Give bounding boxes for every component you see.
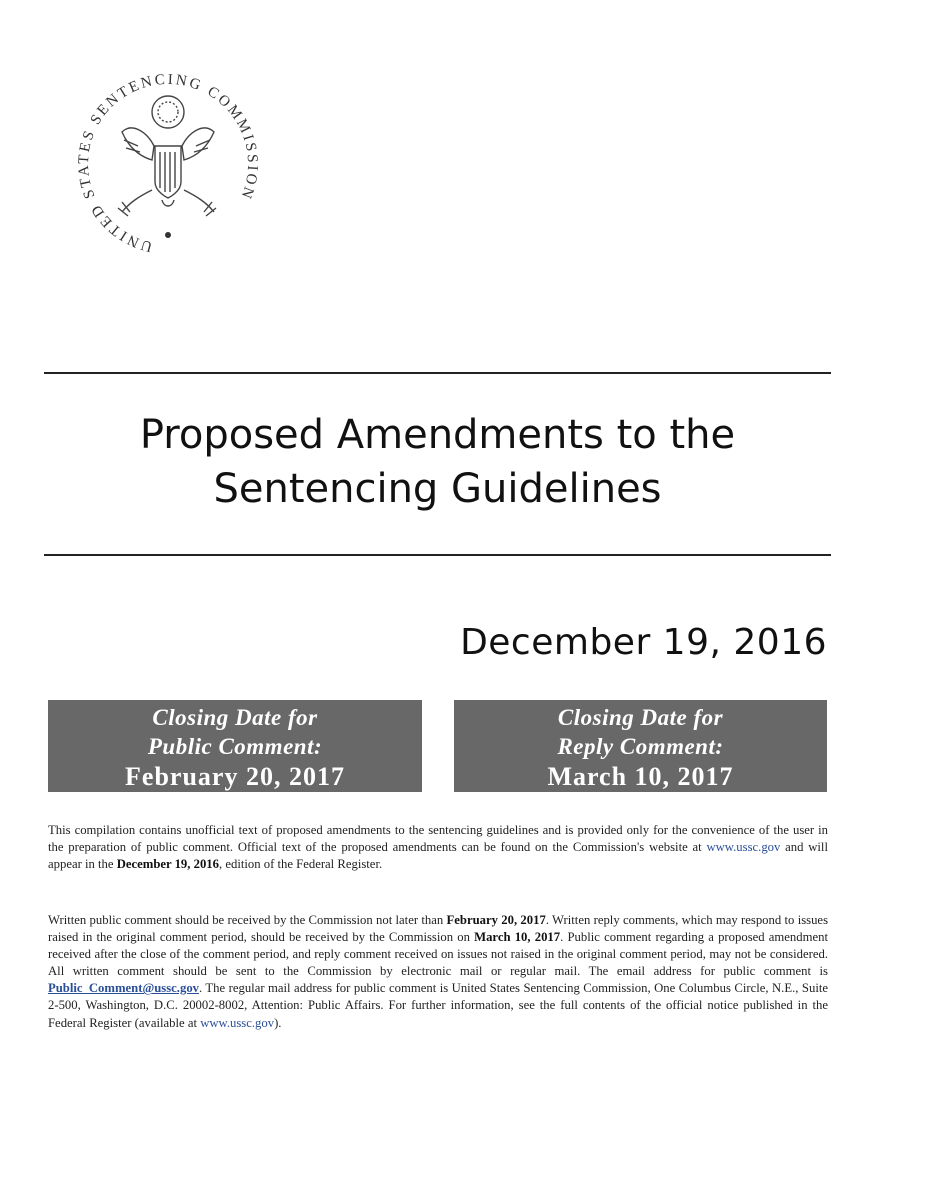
reply-comment-closing-box bbox=[454, 700, 827, 792]
para2-text-1: Written public comment should be received by the Commission not later than bbox=[48, 913, 447, 927]
title-line-1: Proposed Amendments to the bbox=[139, 412, 736, 458]
reply-closing-label-2: Reply Comment: bbox=[557, 734, 724, 759]
public-closing-date: February 20, 2017 bbox=[125, 762, 345, 791]
reply-closing-label-1: Closing Date for bbox=[557, 705, 724, 730]
public-closing-label-1: Closing Date for bbox=[152, 705, 318, 730]
para1-text-2: and will appear in the bbox=[48, 840, 828, 872]
bottom-rule bbox=[44, 554, 831, 556]
ussc-website-link-2[interactable]: www.ussc.gov bbox=[200, 1015, 275, 1030]
commission-seal bbox=[52, 62, 284, 262]
para1-text-1: This compilation contains unofficial text of proposed amendments to the sentencing guidelines and is provided only for the convenience of the user in the preparation of public comment. Official text of the proposed amendments can be found on the Commission's website at bbox=[48, 823, 828, 855]
publication-date: December 19, 2016 bbox=[460, 622, 827, 663]
public-comment-email-link[interactable]: Public_Comment@ussc.gov bbox=[48, 981, 200, 996]
para1-register-date: December 19, 2016 bbox=[116, 857, 219, 872]
seal-ring-text: UNITED STATES SENTENCING COMMISSION bbox=[75, 71, 261, 255]
title-line-2: Sentencing Guidelines bbox=[213, 466, 662, 512]
public-closing-label-2: Public Comment: bbox=[147, 734, 323, 759]
public-comment-closing-box bbox=[48, 700, 422, 792]
comment-instructions-paragraph bbox=[48, 912, 828, 1032]
eagle-icon bbox=[118, 96, 216, 216]
reply-closing-date: March 10, 2017 bbox=[547, 762, 734, 791]
document-title bbox=[44, 408, 831, 516]
para2-public-deadline: February 20, 2017 bbox=[446, 913, 546, 927]
para2-reply-deadline: March 10, 2017 bbox=[474, 930, 561, 945]
para1-text-3: , edition of the Federal Register. bbox=[219, 857, 383, 872]
ussc-website-link[interactable]: www.ussc.gov bbox=[706, 840, 781, 855]
compilation-notice-paragraph bbox=[48, 822, 828, 873]
para2-text-3: . Public comment regarding a proposed amendment received after the close of the comment period, and reply comment received on issues not raised in the original comment period, may not be considered. All written comment should be sent to the Commission by electronic mail or regular mail. The email address for public comment is bbox=[48, 930, 828, 979]
para2-text-5: ). bbox=[274, 1015, 282, 1030]
top-rule bbox=[44, 372, 831, 374]
para2-text-4: . The regular mail address for public comment is United States Sentencing Commission, One Columbus Circle, N.E., Suite 2-500, Washington, D.C. 20002-8002, Attention: Public Affairs. For further information, see the full contents of the official notice published in the Federal Register (available at bbox=[48, 981, 828, 1030]
para2-text-2: . Written reply comments, which may respond to issues raised in the original comment period, should be received by the Commission on bbox=[48, 913, 829, 945]
